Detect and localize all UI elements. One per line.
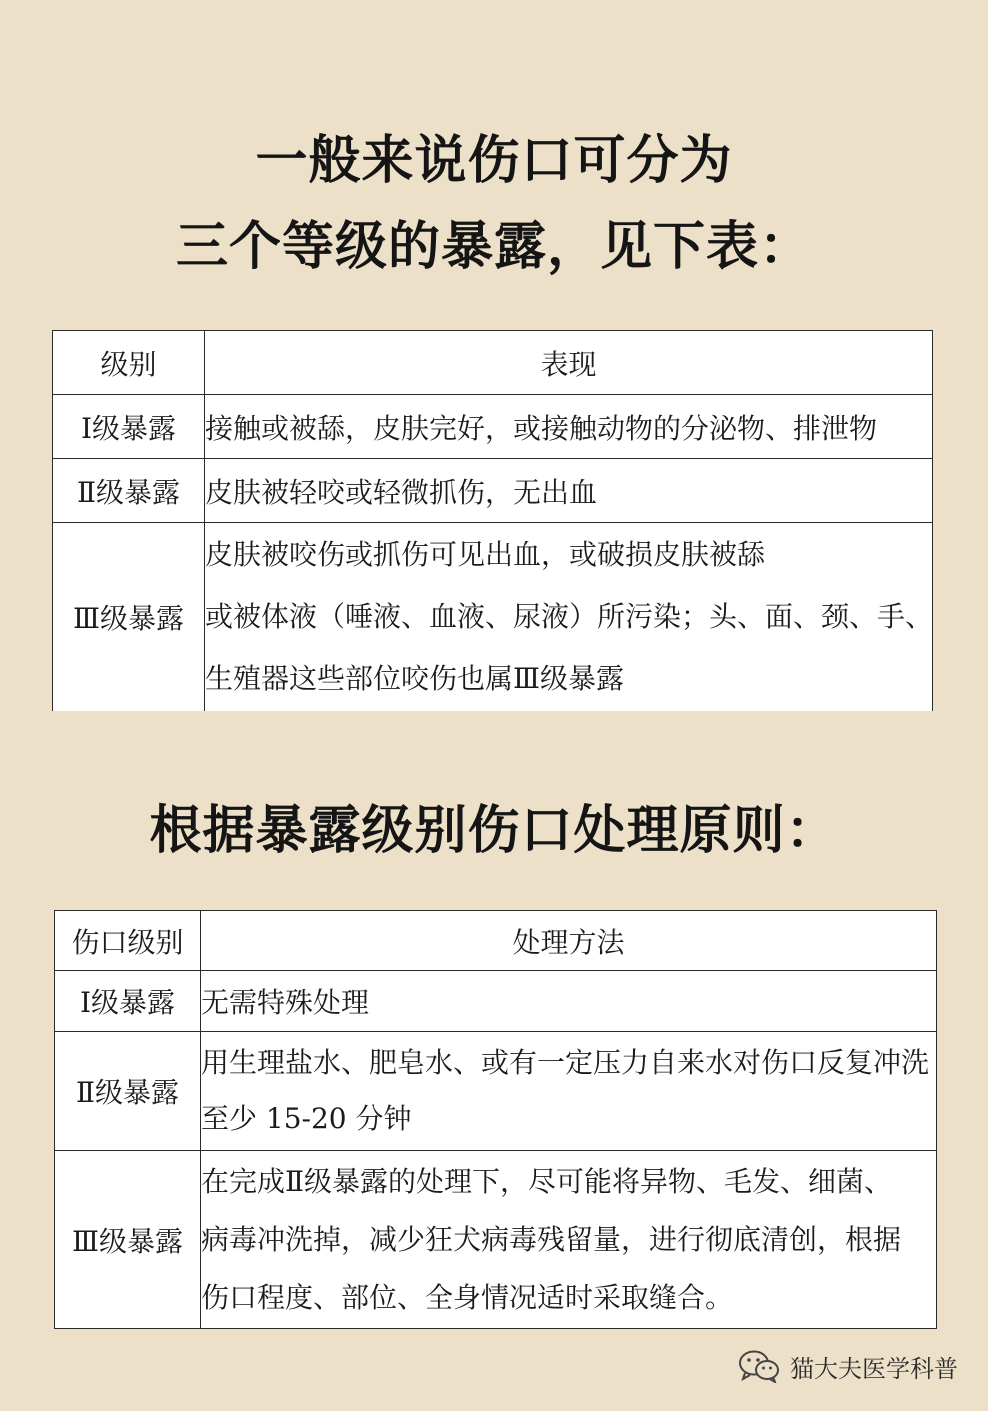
desc-line: 无需特殊处理 — [201, 986, 370, 1019]
section1-title-line1: 一般来说伤口可分为 — [255, 131, 733, 191]
desc-cell — [201, 1151, 937, 1329]
account-name: 猫大夫医学科普 — [790, 1354, 958, 1383]
desc-line: 生殖器这些部位咬伤也属Ⅲ级暴露 — [205, 661, 625, 695]
table-header-row — [55, 911, 937, 971]
desc-line: 接触或被舔，皮肤完好，或接触动物的分泌物、排泄物 — [205, 411, 878, 445]
table-row — [55, 1151, 937, 1329]
section1-title — [0, 118, 988, 290]
desc-line: 至少 15-20 分钟 — [201, 1102, 412, 1135]
table-row — [53, 459, 933, 523]
wechat-icon — [738, 1349, 780, 1383]
header-manifestation: 表现 — [205, 331, 933, 395]
desc-line: 皮肤被咬伤或抓伤可见出血，或破损皮肤被舔 — [205, 537, 766, 571]
grade-cell: Ⅱ级暴露 — [55, 1032, 201, 1151]
header-treatment: 处理方法 — [201, 911, 937, 971]
section1-title-line2: 三个等级的暴露，见下表： — [175, 217, 812, 277]
grade-cell: Ⅰ级暴露 — [55, 971, 201, 1032]
header-level: 级别 — [53, 331, 205, 395]
table-row — [55, 971, 937, 1032]
section2-title: 根据暴露级别伤口处理原则： — [149, 801, 839, 861]
wound-treatment-table — [54, 910, 937, 1329]
desc-line: 皮肤被轻咬或轻微抓伤，无出血 — [205, 475, 598, 509]
footer-watermark — [738, 1348, 958, 1384]
grade-cell: Ⅲ级暴露 — [53, 523, 205, 711]
desc-cell — [201, 1032, 937, 1151]
desc-cell — [205, 459, 933, 523]
desc-cell — [201, 971, 937, 1032]
grade-cell: Ⅱ级暴露 — [53, 459, 205, 523]
desc-line: 伤口程度、部位、全身情况适时采取缝合。 — [201, 1280, 734, 1314]
desc-cell — [205, 523, 933, 711]
desc-line: 用生理盐水、肥皂水、或有一定压力自来水对伤口反复冲洗 — [201, 1046, 930, 1079]
table-header-row — [53, 331, 933, 395]
desc-line: 在完成Ⅱ级暴露的处理下，尽可能将异物、毛发、细菌、 — [201, 1164, 893, 1198]
table-row — [55, 1032, 937, 1151]
desc-line: 病毒冲洗掉，减少狂犬病毒残留量，进行彻底清创，根据 — [201, 1222, 902, 1256]
grade-cell: Ⅰ级暴露 — [53, 395, 205, 459]
table-row — [53, 523, 933, 711]
desc-line: 或被体液（唾液、血液、尿液）所污染；头、面、颈、手、 — [205, 599, 934, 633]
desc-cell — [205, 395, 933, 459]
grade-cell: Ⅲ级暴露 — [55, 1151, 201, 1329]
exposure-levels-table — [52, 330, 933, 711]
table-row — [53, 395, 933, 459]
header-wound-level: 伤口级别 — [55, 911, 201, 971]
